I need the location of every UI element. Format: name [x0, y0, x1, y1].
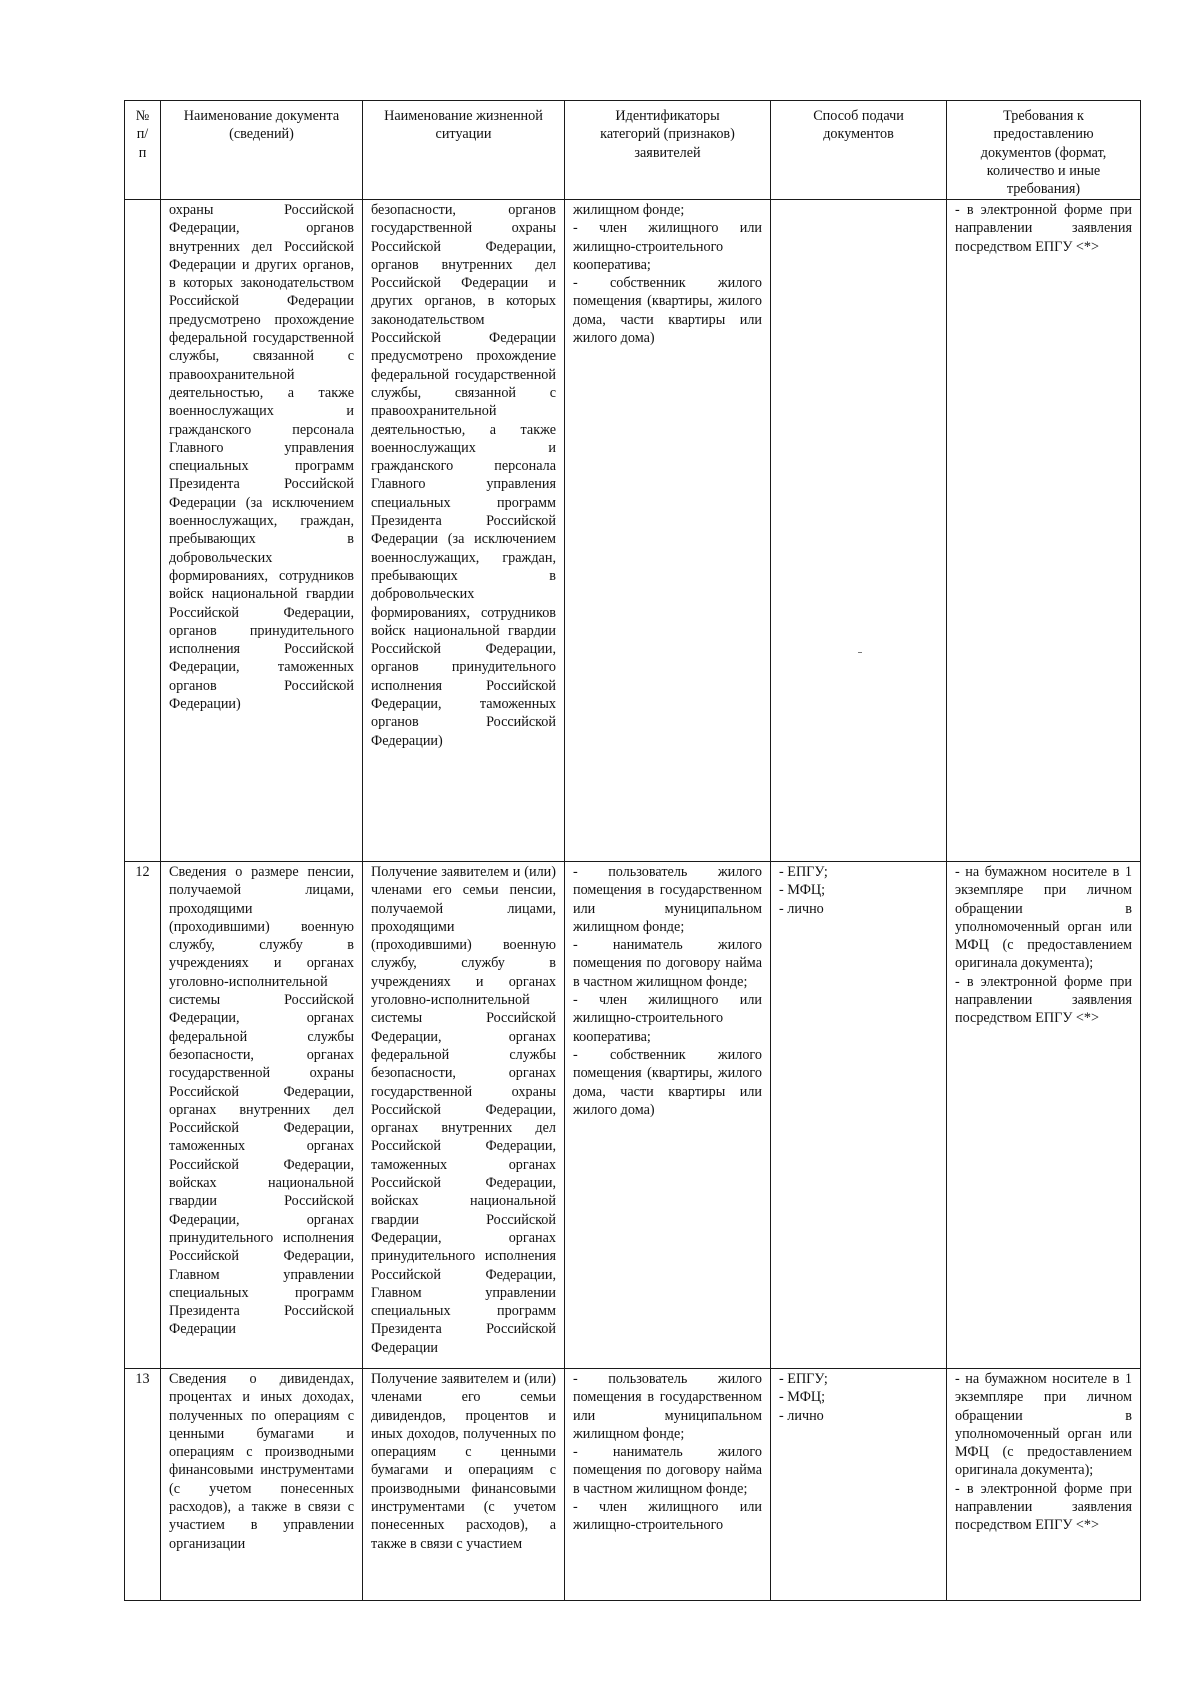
requirement-item: - в электронной форме при направлении заявления посредством ЕПГУ <*> [955, 202, 1132, 255]
documents-table [124, 100, 1141, 1601]
submission-method-item: - МФЦ; [779, 882, 826, 899]
header-cell: Требования к предоставлению документов (формат, количество и иные требования) [947, 101, 1141, 200]
life-situation-cell: безопасности, органов государственной охраны Российской Федерации, органов внутренних дел Российской Федерации и других органов, в которых законодательством Российской Федерации предусмотрено прохождение федеральной государственной службы, связанной с правоохранительной деятельностью, а также военнослужащих и гражданского персонала Главного управления специальных программ Президента Российской Федерации (за исключением военнослужащих, граждан, пребывающих в добровольческих формированиях, сотрудников войск национальной гвардии Российской Федерации, органов принудительного исполнения Российской Федерации, таможенных органов Российской Федерации) [363, 200, 565, 862]
requirement-item: - на бумажном носителе в 1 экземпляре при личном обращении в уполномоченный орган или МФЦ (с предоставлением оригинала документа); [955, 1371, 1132, 1479]
submission-method-cell [771, 1369, 947, 1601]
applicant-category-item: - наниматель жилого помещения по договору найма в частном жилищном фонде; [573, 937, 762, 990]
requirement-item: - на бумажном носителе в 1 экземпляре при личном обращении в уполномоченный орган или МФЦ (с предоставлением оригинала документа); [955, 864, 1132, 972]
submission-method-cell [771, 862, 947, 1369]
applicant-categories-cell [565, 1369, 771, 1601]
header-cell: Идентификаторы категорий (признаков) заявителей [565, 101, 771, 200]
applicant-category-item: - член жилищного или жилищно-строительного [573, 1499, 762, 1534]
applicant-category-item: - пользователь жилого помещения в государственном или муниципальном жилищном фонде; [573, 864, 762, 935]
submission-method-item: - МФЦ; [779, 1389, 826, 1406]
applicant-category-item: - член жилищного или жилищно-строительного кооператива; [573, 220, 762, 273]
scan-speck [858, 652, 862, 653]
requirement-item: - в электронной форме при направлении заявления посредством ЕПГУ <*> [955, 1480, 1132, 1534]
header-cell: № п/п [125, 101, 161, 200]
document-name-cell: Сведения о размере пенсии, получаемой лицами, проходящими (проходившими) военную службу, службу в учреждениях и органах уголовно-исполнительной системы Российской Федерации, органах федеральной службы безопасности, органах государственной охраны Российской Федерации, органах внутренних дел Российской Федерации, таможенных органах Российской Федерации, войсках национальной гвардии Российской Федерации, органах принудительного исполнения Российской Федерации, Главном управлении специальных программ Президента Российской Федерации [161, 862, 363, 1369]
submission-method-item: - ЕПГУ; [779, 864, 828, 880]
submission-method-item: - лично [779, 1407, 824, 1424]
applicant-categories-cell [565, 862, 771, 1369]
submission-method-item: - лично [779, 900, 824, 917]
document-name-cell: Сведения о дивидендах, процентах и иных доходах, полученных по операциям с ценными бумагами и операциям с производными финансовыми инструментами (с учетом понесенных расходов), а также в связи с участием в управлении организации [161, 1369, 363, 1601]
header-cell: Наименование документа (сведений) [161, 101, 363, 200]
applicant-category-item: - собственник жилого помещения (квартиры, жилого дома, части квартиры или жилого дома) [573, 1046, 762, 1118]
life-situation-cell: Получение заявителем и (или) членами его семьи пенсии, получаемой лицами, проходящими (проходившими) военную службу, службу в учреждениях и органах уголовно-исполнительной системы Российской Федерации, органах федеральной службы безопасности, органах государственной охраны Российской Федерации, органах внутренних дел Российской Федерации, таможенных органах Российской Федерации, войсках национальной гвардии Российской Федерации, органах принудительного исполнения Российской Федерации, Главном управлении специальных программ Президента Российской Федерации [363, 862, 565, 1369]
requirements-cell [947, 862, 1141, 1369]
applicant-category-item: - член жилищного или жилищно-строительного кооператива; [573, 992, 762, 1045]
row-number [125, 200, 161, 862]
applicant-category-item: жилищном фонде; [573, 202, 685, 218]
life-situation-cell: Получение заявителем и (или) членами его семьи дивидендов, процентов и иных доходов, полученных по операциям с ценными бумагами и операциям с производными финансовыми инструментами (с учетом понесенных расходов), а также в связи с участием [363, 1369, 565, 1601]
requirements-cell [947, 1369, 1141, 1601]
table-row [125, 1369, 1141, 1601]
requirements-cell [947, 200, 1141, 862]
header-cell: Способ подачи документов [771, 101, 947, 200]
table-row [125, 200, 1141, 862]
submission-method-cell [771, 200, 947, 862]
table-header-row [125, 101, 1141, 200]
applicant-categories-cell [565, 200, 771, 862]
submission-method-item: - ЕПГУ; [779, 1371, 828, 1387]
row-number: 13 [125, 1369, 161, 1601]
applicant-category-item: - пользователь жилого помещения в государственном или муниципальном жилищном фонде; [573, 1371, 762, 1442]
row-number: 12 [125, 862, 161, 1369]
table-row [125, 862, 1141, 1369]
document-name-cell: охраны Российской Федерации, органов внутренних дел Российской Федерации и других органов, в которых законодательством Российской Федерации предусмотрено прохождение федеральной государственной службы, связанной с правоохранительной деятельностью, а также военнослужащих и гражданского персонала Главного управления специальных программ Президента Российской Федерации (за исключением военнослужащих, граждан, пребывающих в добровольческих формированиях, сотрудников войск национальной гвардии Российской Федерации, органов принудительного исполнения Российской Федерации, таможенных органов Российской Федерации) [161, 200, 363, 862]
applicant-category-item: - собственник жилого помещения (квартиры, жилого дома, части квартиры или жилого дома) [573, 275, 762, 347]
requirement-item: - в электронной форме при направлении заявления посредством ЕПГУ <*> [955, 973, 1132, 1027]
applicant-category-item: - наниматель жилого помещения по договору найма в частном жилищном фонде; [573, 1444, 762, 1497]
header-cell: Наименование жизненной ситуации [363, 101, 565, 200]
